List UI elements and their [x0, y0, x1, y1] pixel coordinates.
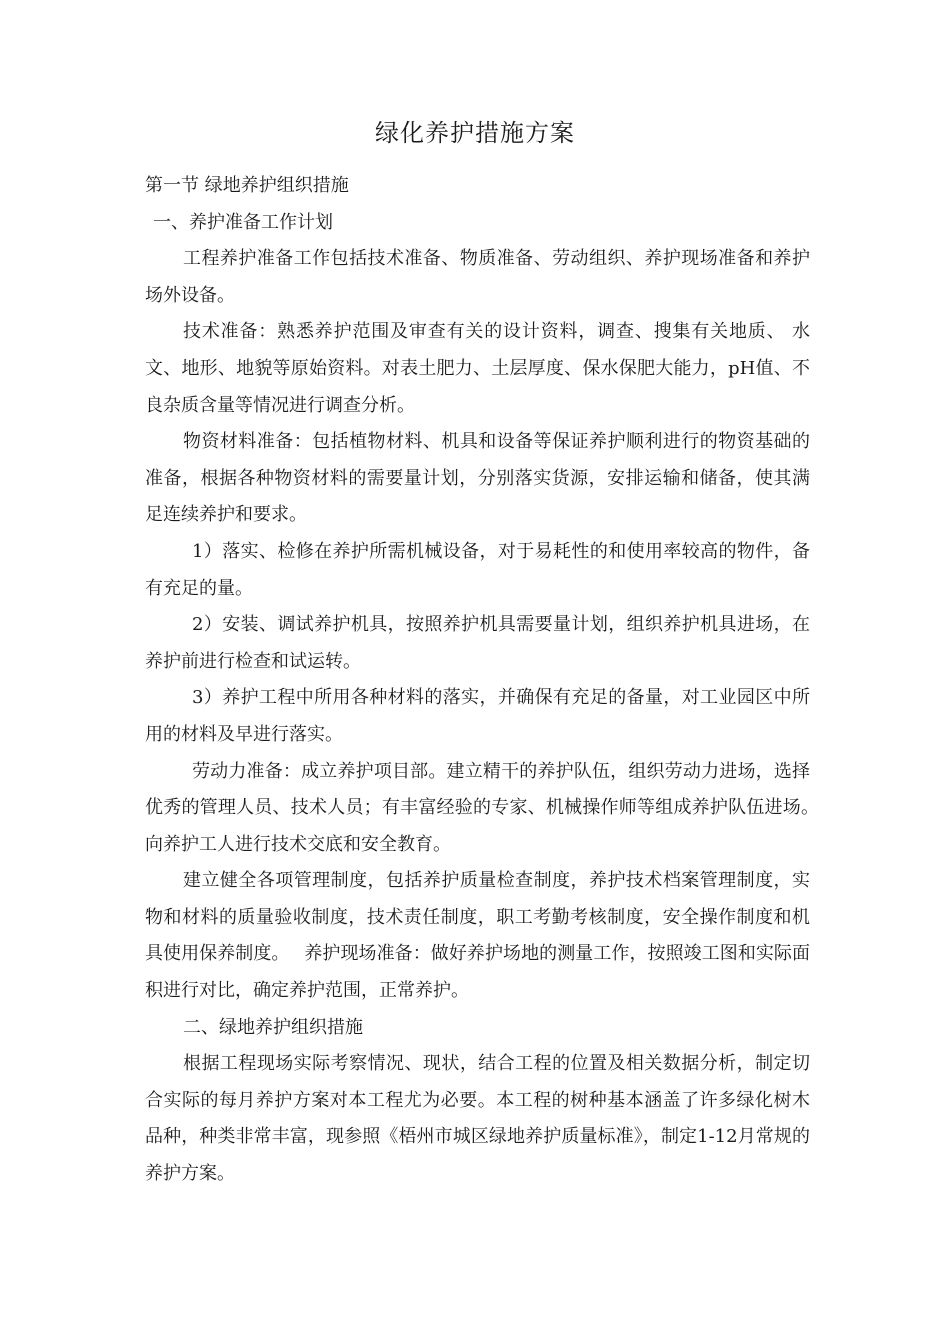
section-heading: 第一节 绿地养护组织措施: [145, 175, 349, 196]
paragraph-material-preparation: 物资材料准备：包括植物材料、机具和设备等保证养护顺利进行的物资基础的准备，根据各种物资材料的需要量计划，分别落实货源，安排运输和储备，使其满足连续养护和要求。: [145, 431, 810, 526]
sub-heading-preparation-plan: 一、养护准备工作计划: [153, 211, 333, 233]
sub-heading-green-space-measures: 二、绿地养护组织措施: [183, 1016, 363, 1038]
document-body: [145, 168, 834, 1193]
paragraph-labor-preparation: 劳动力准备：成立养护项目部。建立精干的养护队伍，组织劳动力进场，选择优秀的管理人员、技术人员；有丰富经验的专家、机械操作师等组成养护队伍进场。 向养护工人进行技术交底和安全教育。: [145, 760, 834, 855]
paragraph-item-2: 2）安装、调试养护机具，按照养护机具需要量计划，组织养护机具进场，在养护前进行检查和试运转。: [145, 614, 810, 672]
paragraph-technical-preparation: 技术准备：熟悉养护范围及审查有关的设计资料，调查、搜集有关地质、 水文、地形、地貌等原始资料。对表土肥力、土层厚度、保水保肥大能力，pH值、不良杂质含量等情况进行调查分析。: [145, 321, 810, 416]
paragraph-overview: 工程养护准备工作包括技术准备、物质准备、劳动组织、养护现场准备和养护场外设备。: [145, 248, 810, 306]
paragraph-management-system: 建立健全各项管理制度，包括养护质量检查制度，养护技术档案管理制度，实物和材料的质量验收制度，技术责任制度，职工考勤考核制度，安全操作制度和机具使用保养制度。 养护现场准备：做好养护场地的测量工作，按照竣工图和实际面积进行对比，确定养护范围，正常养护。: [145, 870, 810, 1002]
paragraph-item-3: 3）养护工程中所用各种材料的落实，并确保有充足的备量，对工业园区中所用的材料及早进行落实。: [145, 687, 810, 745]
paragraph-monthly-plan: 根据工程现场实际考察情况、现状，结合工程的位置及相关数据分析，制定切合实际的每月养护方案对本工程尤为必要。本工程的树种基本涵盖了许多绿化树木品种，种类非常丰富，现参照《梧州市城区绿地养护质量标准》，制定1-12月常规的养护方案。: [145, 1053, 810, 1185]
document-title: 绿化养护措施方案: [375, 119, 575, 147]
paragraph-item-1: 1）落实、检修在养护所需机械设备，对于易耗性的和使用率较高的物件，备有充足的量。: [145, 540, 810, 599]
